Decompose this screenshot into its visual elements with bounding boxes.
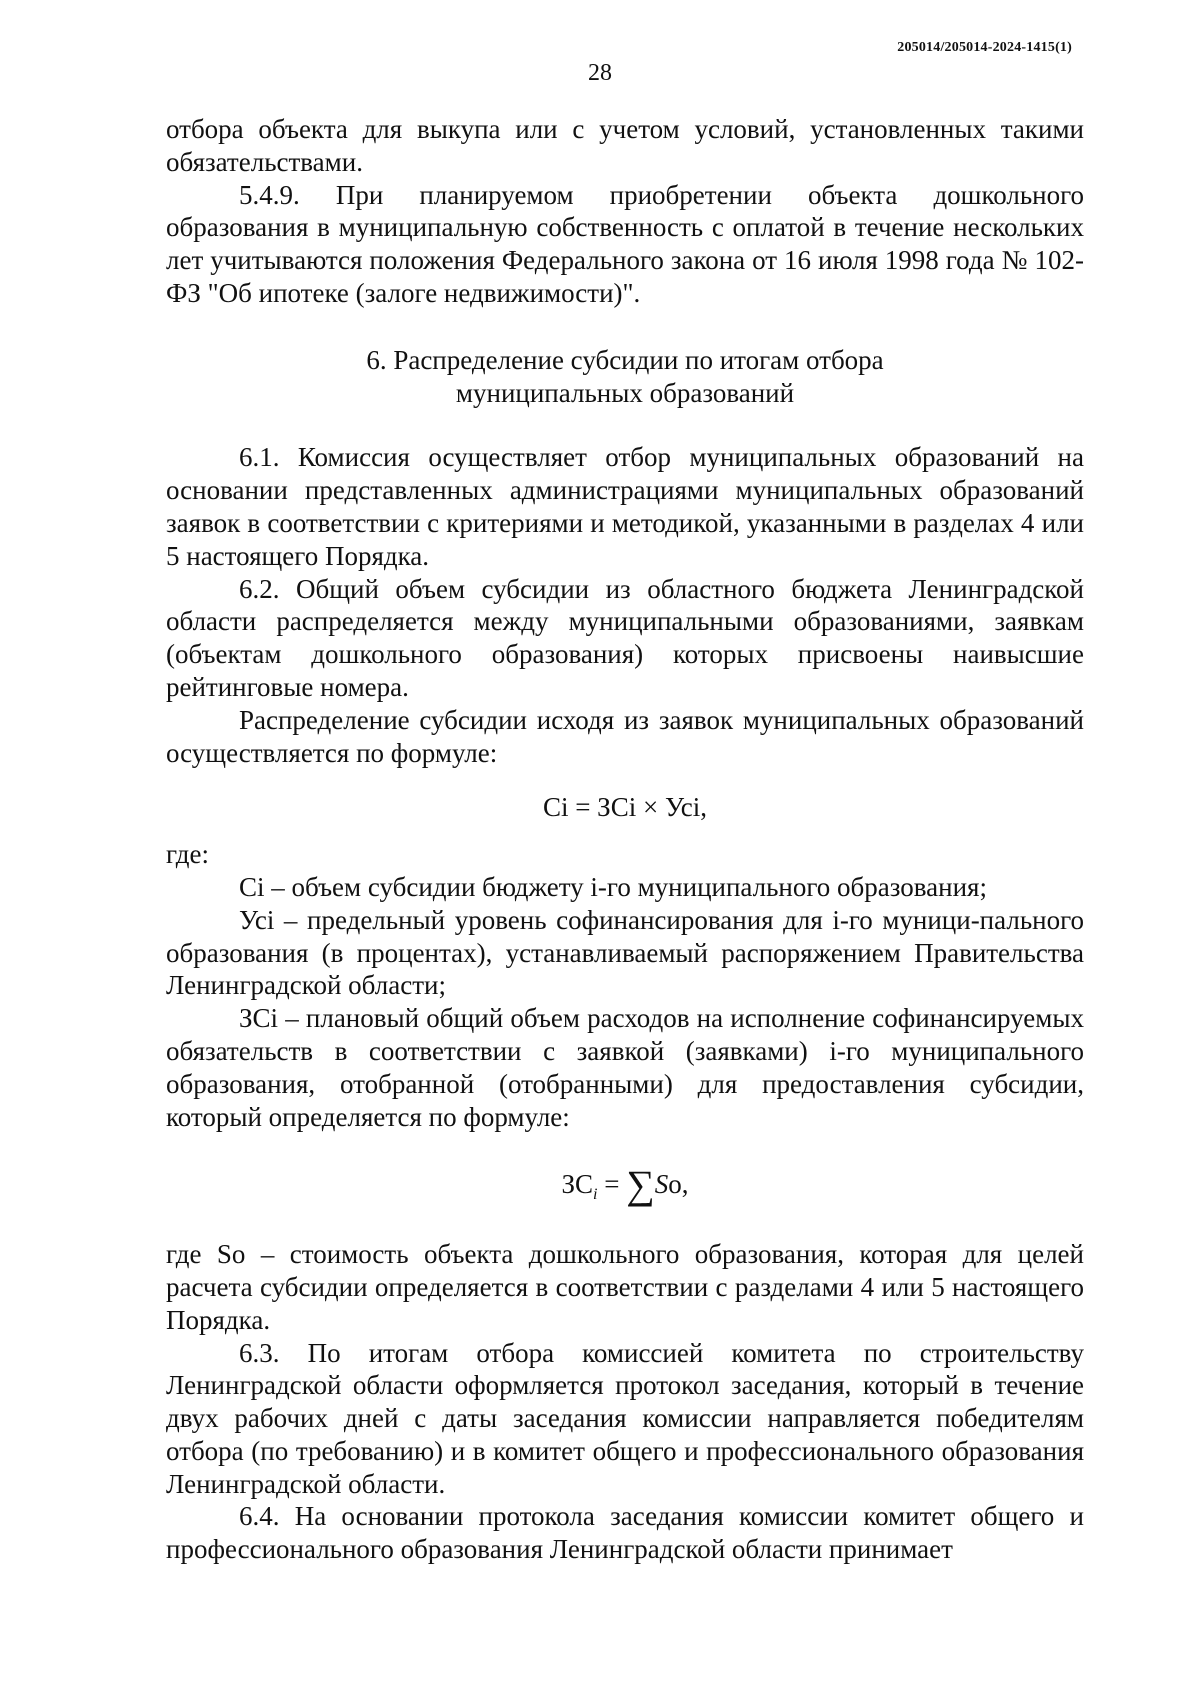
document-body (166, 113, 1084, 1566)
paragraph-distribution: Распределение субсидии исходя из заявок муниципальных образований осуществляется по формуле: (166, 704, 1084, 768)
section-heading-line-2: муниципальных образований (455, 377, 795, 408)
where-label: где: (166, 839, 209, 870)
definition-so: где So – стоимость объекта дошкольного образования, которая для целей расчета субсидии определяется в соответствии с разделами 4 или 5 настоящего Порядка. (166, 1239, 1084, 1335)
page-number: 28 (588, 60, 612, 86)
formula-planned-costs (166, 1162, 1084, 1212)
paragraph-continuation: отбора объекта для выкупа или с учетом условий, установленных такими обязательствами. (166, 114, 1084, 177)
formula-lhs: ЗC (561, 1169, 594, 1200)
formula-subsidy: Ci = ЗCi × Усi, (542, 792, 708, 823)
formula-rest: o, (668, 1169, 689, 1200)
definition-zci: ЗCi – плановый общий объем расходов на исполнение софинансируемых обязательств в соответствии с заявкой (заявками) i-го муниципального образования, отобранной (отобранными) для предоставления субсидии, который определяется по формуле: (166, 1003, 1084, 1132)
definition-ci: Ci – объем субсидии бюджету i-го муниципального образования; (239, 871, 987, 902)
paragraph-6-3: 6.3. По итогам отбора комиссией комитета по строительству Ленинградской области оформляется протокол заседания, который в течение двух рабочих дней с даты заседания комиссии направляется победителям отбора (по требованию) и в комитет общего и профессионального образования Ленинградской области. (166, 1337, 1084, 1499)
paragraph-5-4-9: 5.4.9. При планируемом приобретении объекта дошкольного образования в муниципальную собственность с оплатой в течение нескольких лет учитываются положения Федерального закона от 16 июля 1998 года № 102-ФЗ "Об ипотеке (залоге недвижимости)". (166, 179, 1084, 308)
paragraph-6-2: 6.2. Общий объем субсидии из областного бюджета Ленинградской области распределяется между муниципальными образованиями, заявкам (объектам дошкольного образования) которых присвоены наивысшие рейтинговые номера. (166, 573, 1084, 702)
formula-subscript: i (593, 1186, 598, 1204)
paragraph-6-1: 6.1. Комиссия осуществляет отбор муниципальных образований на основании представленных администрациями муниципальных образований заявок в соответствии с критериями и методикой, указанными в разделах 4 или 5 настоящего Порядка. (166, 442, 1084, 571)
formula-equals: = (597, 1169, 627, 1200)
sum-symbol: ∑ (626, 1162, 655, 1208)
document-id: 205014/205014-2024-1415(1) (897, 40, 1072, 55)
formula-s: S (654, 1169, 669, 1200)
definition-usi: Усi – предельный уровень софинансирования для i-го муници-пального образования (в процентах), устанавливаемый распоряжением Правительства Ленинградской области; (166, 904, 1084, 1001)
paragraph-6-4: 6.4. На основании протокола заседания комиссии комитет общего и профессионального образования Ленинградской области принимает (166, 1501, 1084, 1565)
section-heading-line-1: 6. Распределение субсидии по итогам отбора (366, 344, 884, 375)
section-heading (166, 344, 1084, 410)
